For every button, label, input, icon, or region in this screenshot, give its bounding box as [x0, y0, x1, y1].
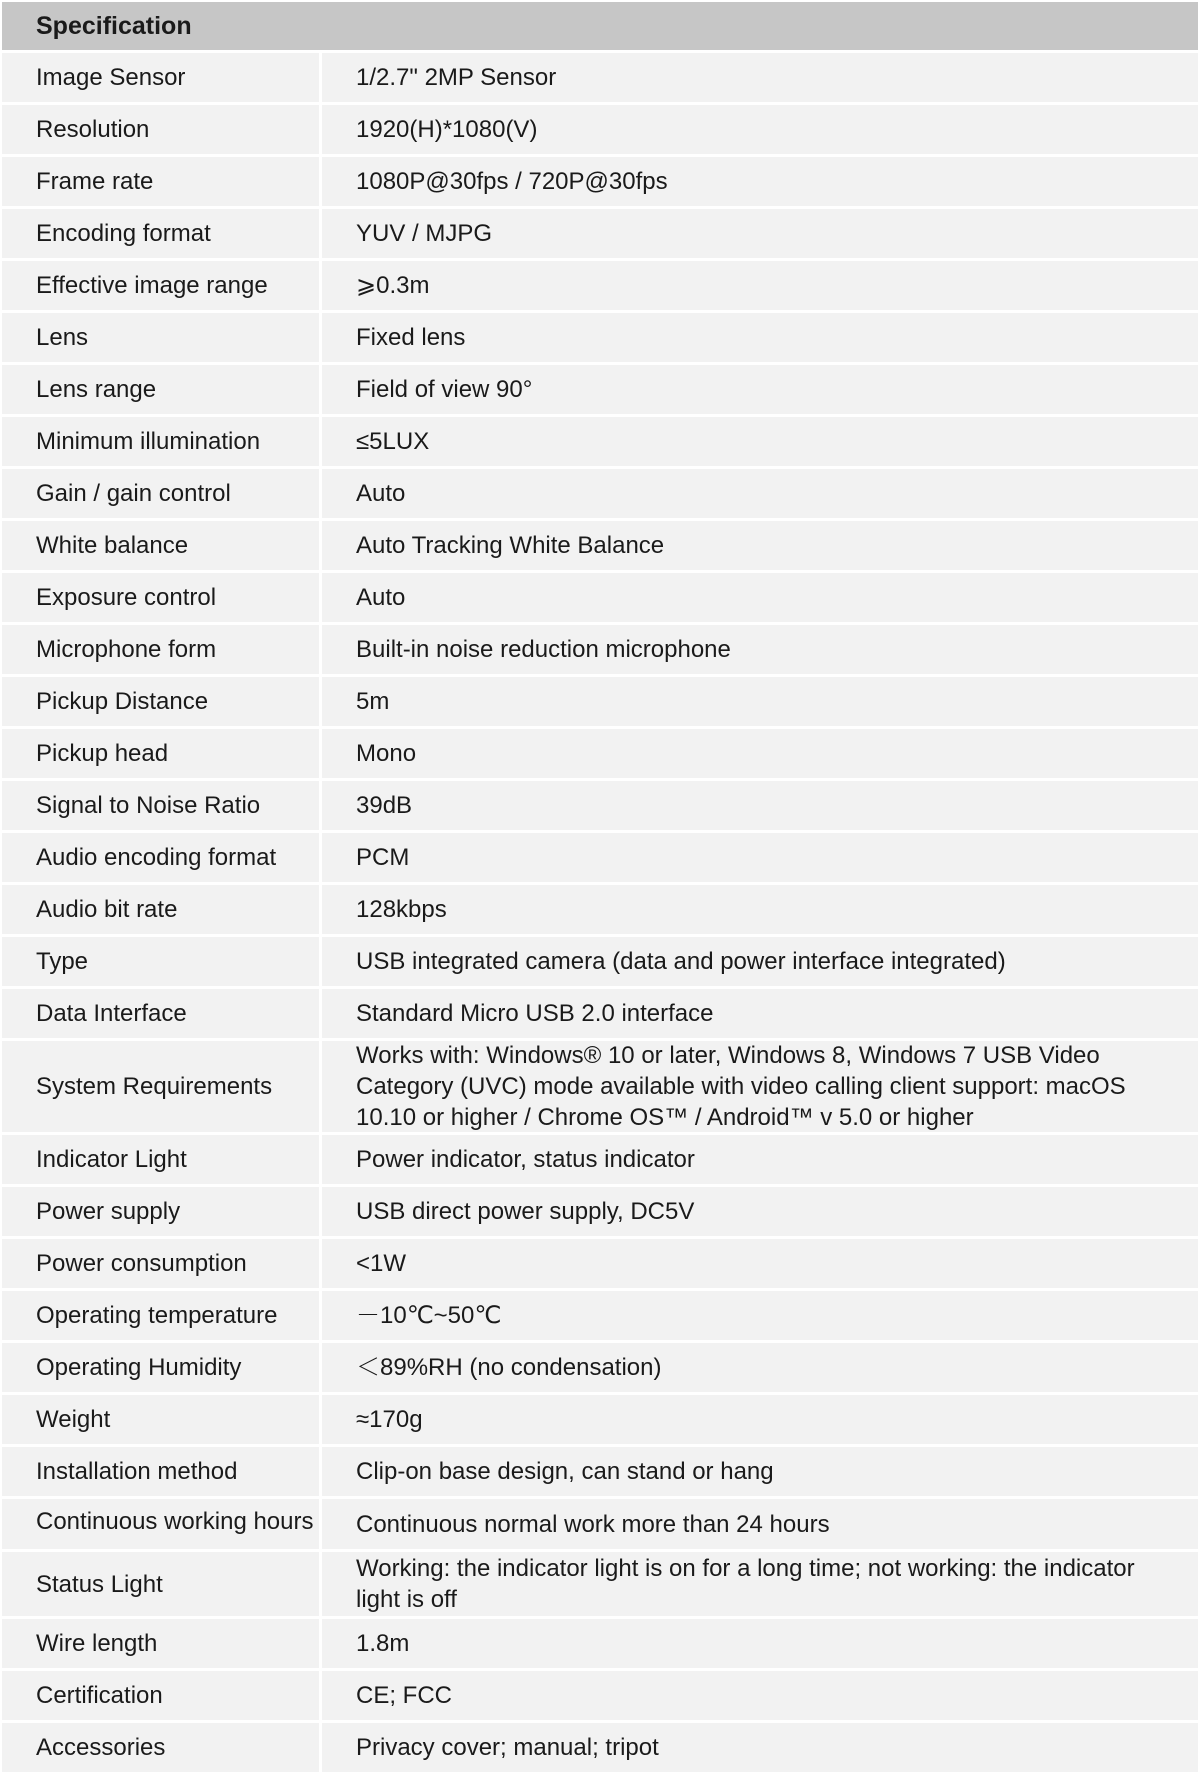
spec-label: Certification	[2, 1671, 319, 1720]
table-title: Specification	[36, 11, 192, 40]
spec-value: CE; FCC	[322, 1671, 1198, 1720]
spec-label: Weight	[2, 1395, 319, 1444]
table-row	[2, 1291, 1198, 1340]
spec-value: Fixed lens	[322, 313, 1198, 362]
spec-value: Power indicator, status indicator	[322, 1135, 1198, 1184]
spec-label: Lens range	[2, 365, 319, 414]
table-row	[2, 1723, 1198, 1772]
table-row	[2, 625, 1198, 674]
table-row	[2, 1343, 1198, 1392]
spec-value: Standard Micro USB 2.0 interface	[322, 989, 1198, 1038]
spec-value: ＜89%RH (no condensation)	[322, 1343, 1198, 1392]
spec-label: Operating temperature	[2, 1291, 319, 1340]
spec-value: Mono	[322, 729, 1198, 778]
spec-value: 5m	[322, 677, 1198, 726]
table-row	[2, 157, 1198, 206]
spec-label: Status Light	[2, 1552, 319, 1616]
spec-rows	[2, 53, 1198, 1783]
table-row	[2, 261, 1198, 310]
spec-value: ≤5LUX	[322, 417, 1198, 466]
spec-label: Minimum illumination	[2, 417, 319, 466]
table-row	[2, 833, 1198, 882]
table-row	[2, 313, 1198, 362]
spec-value: Continuous normal work more than 24 hours	[322, 1499, 1198, 1549]
spec-value: 1080P@30fps / 720P@30fps	[322, 157, 1198, 206]
table-row	[2, 677, 1198, 726]
spec-value: 1/2.7" 2MP Sensor	[322, 53, 1198, 102]
table-row	[2, 1187, 1198, 1236]
spec-value: Built-in noise reduction microphone	[322, 625, 1198, 674]
table-row	[2, 53, 1198, 102]
spec-value: Auto Tracking White Balance	[322, 521, 1198, 570]
table-row	[2, 885, 1198, 934]
table-row	[2, 1552, 1198, 1616]
spec-value: 1.8m	[322, 1619, 1198, 1668]
spec-value: ⩾0.3m	[322, 261, 1198, 310]
table-row	[2, 1671, 1198, 1720]
specification-table	[2, 2, 1198, 1783]
table-row	[2, 781, 1198, 830]
spec-label: Frame rate	[2, 157, 319, 206]
spec-label: Encoding format	[2, 209, 319, 258]
spec-value: Field of view 90°	[322, 365, 1198, 414]
spec-label: Effective image range	[2, 261, 319, 310]
spec-value: Privacy cover; manual; tripot	[322, 1723, 1198, 1772]
spec-value: 1920(H)*1080(V)	[322, 105, 1198, 154]
spec-value: －10℃~50℃	[322, 1291, 1198, 1340]
spec-label: Audio bit rate	[2, 885, 319, 934]
spec-value: USB integrated camera (data and power interface integrated)	[322, 937, 1198, 986]
spec-label: Operating Humidity	[2, 1343, 319, 1392]
spec-label: White balance	[2, 521, 319, 570]
spec-label: Power supply	[2, 1187, 319, 1236]
table-row	[2, 1041, 1198, 1132]
spec-label: System Requirements	[2, 1041, 319, 1132]
table-row	[2, 729, 1198, 778]
spec-label: Accessories	[2, 1723, 319, 1772]
spec-label: Gain / gain control	[2, 469, 319, 518]
table-row	[2, 1395, 1198, 1444]
spec-label: Signal to Noise Ratio	[2, 781, 319, 830]
spec-label: Type	[2, 937, 319, 986]
spec-label: Microphone form	[2, 625, 319, 674]
spec-label: Resolution	[2, 105, 319, 154]
spec-value: YUV / MJPG	[322, 209, 1198, 258]
spec-value: Auto	[322, 573, 1198, 622]
table-row	[2, 521, 1198, 570]
table-row	[2, 1619, 1198, 1668]
spec-label: Continuous working hours	[2, 1499, 319, 1549]
table-row	[2, 209, 1198, 258]
spec-label: Pickup Distance	[2, 677, 319, 726]
table-row	[2, 365, 1198, 414]
spec-value: Working: the indicator light is on for a long time; not working: the indicator light is off	[322, 1552, 1198, 1616]
spec-label: Power consumption	[2, 1239, 319, 1288]
spec-value: USB direct power supply, DC5V	[322, 1187, 1198, 1236]
table-row	[2, 469, 1198, 518]
table-row	[2, 1135, 1198, 1184]
spec-label: Image Sensor	[2, 53, 319, 102]
table-row	[2, 937, 1198, 986]
table-row	[2, 105, 1198, 154]
table-row	[2, 1499, 1198, 1549]
spec-value: 128kbps	[322, 885, 1198, 934]
spec-value: Auto	[322, 469, 1198, 518]
spec-label: Exposure control	[2, 573, 319, 622]
table-row	[2, 989, 1198, 1038]
spec-label: Pickup head	[2, 729, 319, 778]
spec-label: Indicator Light	[2, 1135, 319, 1184]
spec-label: Audio encoding format	[2, 833, 319, 882]
spec-label: Lens	[2, 313, 319, 362]
spec-label: Wire length	[2, 1619, 319, 1668]
table-row	[2, 573, 1198, 622]
spec-value: ≈170g	[322, 1395, 1198, 1444]
spec-label: Data Interface	[2, 989, 319, 1038]
spec-value: 39dB	[322, 781, 1198, 830]
spec-value: <1W	[322, 1239, 1198, 1288]
spec-label: Installation method	[2, 1447, 319, 1496]
table-row	[2, 1447, 1198, 1496]
spec-value: PCM	[322, 833, 1198, 882]
spec-value: Works with: Windows® 10 or later, Windows 8, Windows 7 USB Video Category (UVC) mode available with video calling client support: macOS 10.10 or higher / Chrome OS™ / Android™ v 5.0 or higher	[322, 1041, 1198, 1132]
table-header	[2, 2, 1198, 50]
spec-value: Clip-on base design, can stand or hang	[322, 1447, 1198, 1496]
table-row	[2, 1239, 1198, 1288]
table-row	[2, 417, 1198, 466]
